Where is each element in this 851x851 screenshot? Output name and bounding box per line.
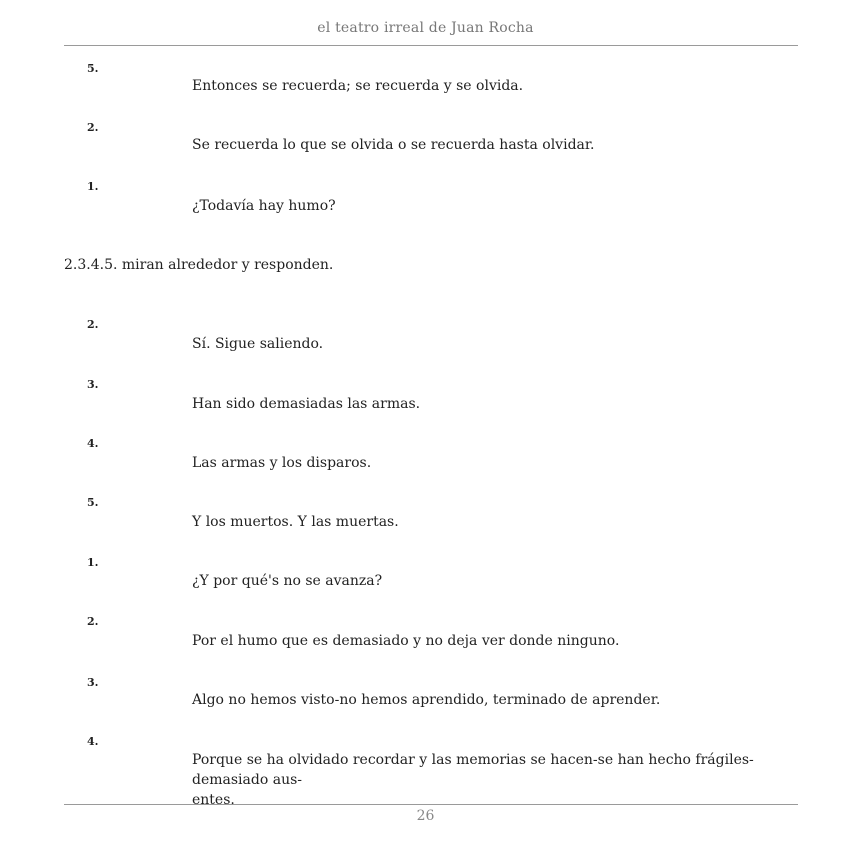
- running-header: el teatro irreal de Juan Rocha: [317, 20, 534, 36]
- dialogue-line: Algo no hemos visto-no hemos aprendido, terminado de aprender.: [192, 692, 661, 708]
- speaker-label: 1.: [87, 556, 99, 569]
- dialogue-line: ¿Todavía hay humo?: [192, 198, 336, 214]
- speaker-label: 5.: [87, 496, 99, 509]
- dialogue-line: Por el humo que es demasiado y no deja ver donde ninguno.: [192, 633, 620, 649]
- speaker-label: 2.: [87, 615, 99, 628]
- header-rule: [64, 45, 798, 46]
- dialogue-line: Sí. Sigue saliendo.: [192, 336, 324, 352]
- dialogue-line: Entonces se recuerda; se recuerda y se olvida.: [192, 78, 524, 94]
- stage-direction: 2.3.4.5. miran alrededor y responden.: [64, 257, 334, 273]
- dialogue-line: Y los muertos. Y las muertas.: [192, 514, 399, 530]
- page-number: 26: [416, 808, 435, 824]
- speaker-label: 4.: [87, 437, 99, 450]
- dialogue-line: Porque se ha olvidado recordar y las memorias se hacen-se han hecho frágiles-demasiado aus- entes.: [192, 752, 754, 808]
- speaker-label: 3.: [87, 676, 99, 689]
- dialogue-line: ¿Y por qué's no se avanza?: [192, 573, 383, 589]
- dialogue-line: Las armas y los disparos.: [192, 455, 372, 471]
- speaker-label: 4.: [87, 735, 99, 748]
- dialogue-line: Se recuerda lo que se olvida o se recuerda hasta olvidar.: [192, 137, 595, 153]
- speaker-label: 5.: [87, 62, 99, 75]
- speaker-label: 1.: [87, 180, 99, 193]
- dialogue-line: Han sido demasiadas las armas.: [192, 396, 421, 412]
- speaker-label: 2.: [87, 121, 99, 134]
- speaker-label: 3.: [87, 378, 99, 391]
- speaker-label: 2.: [87, 318, 99, 331]
- footer-rule: [64, 804, 798, 805]
